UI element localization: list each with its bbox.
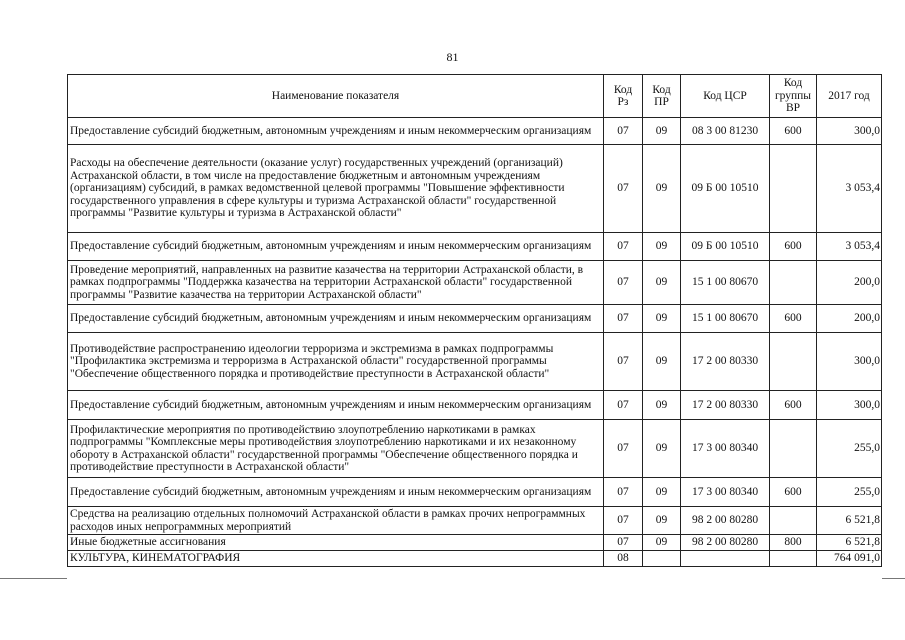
table-row <box>68 507 882 535</box>
row-csr: 17 2 00 80330 <box>681 333 770 391</box>
row-rz: 07 <box>604 261 643 305</box>
row-sum: 3 053,4 <box>817 233 882 261</box>
row-csr: 15 1 00 80670 <box>681 261 770 305</box>
row-rz: 07 <box>604 233 643 261</box>
table-row <box>68 478 882 507</box>
row-vr: 600 <box>770 391 817 420</box>
table-row <box>68 391 882 420</box>
table-row <box>68 551 882 567</box>
header-year: 2017 год <box>817 75 882 118</box>
header-csr: Код ЦСР <box>681 75 770 118</box>
header-pr-line2: ПР <box>654 96 669 108</box>
row-name: Противодействие распространению идеологии терроризма и экстремизма в рамках подпрограммы "Профилактика экстремизма и терроризма в Астраханской области" государственной программы "Обеспечение общественного порядка и противодействие преступности в Астраханской области" <box>68 333 604 391</box>
row-sum: 764 091,0 <box>817 551 882 567</box>
row-csr: 15 1 00 80670 <box>681 305 770 333</box>
table-row <box>68 535 882 551</box>
table-row <box>68 118 882 145</box>
row-rz: 07 <box>604 507 643 535</box>
row-vr: 600 <box>770 478 817 507</box>
scan-cut-line-left <box>0 578 67 579</box>
row-csr: 09 Б 00 10510 <box>681 145 770 233</box>
row-vr <box>770 420 817 478</box>
row-sum: 200,0 <box>817 305 882 333</box>
row-pr: 09 <box>643 233 681 261</box>
row-name: Расходы на обеспечение деятельности (оказание услуг) государственных учреждений (организаций) Астраханской области, в том числе на предоставление бюджетным и автономным учреждениям (организациям) субсидий, в рамках ведомственной целевой программы "Повышение эффективности государственного управления в сфере культуры и туризма Астраханской области" государственной программы "Развитие культуры и туризма в Астраханской области" <box>68 145 604 233</box>
row-pr: 09 <box>643 261 681 305</box>
row-vr: 800 <box>770 535 817 551</box>
row-csr: 08 3 00 81230 <box>681 118 770 145</box>
header-rz <box>604 75 643 118</box>
row-vr <box>770 507 817 535</box>
row-pr: 09 <box>643 391 681 420</box>
row-sum: 255,0 <box>817 478 882 507</box>
header-pr-line1: Код <box>652 83 671 96</box>
row-name: Предоставление субсидий бюджетным, автономным учреждениям и иным некоммерческим организациям <box>68 391 604 420</box>
row-name: Предоставление субсидий бюджетным, автономным учреждениям и иным некоммерческим организациям <box>68 305 604 333</box>
row-pr: 09 <box>643 145 681 233</box>
row-rz: 07 <box>604 333 643 391</box>
row-vr: 600 <box>770 305 817 333</box>
row-csr: 98 2 00 80280 <box>681 535 770 551</box>
header-vr-line1: Код <box>783 77 803 90</box>
row-name: Средства на реализацию отдельных полномочий Астраханской области в рамках прочих непрограммных расходов иных непрограммных мероприятий <box>68 507 604 535</box>
table-row <box>68 233 882 261</box>
header-name: Наименование показателя <box>68 75 604 118</box>
row-csr <box>681 551 770 567</box>
row-pr: 09 <box>643 535 681 551</box>
header-vr-line2: группы <box>774 89 812 102</box>
row-pr: 09 <box>643 333 681 391</box>
row-sum: 6 521,8 <box>817 507 882 535</box>
row-name: Проведение мероприятий, направленных на развитие казачества на территории Астраханской области, в рамках подпрограммы "Поддержка казачества на территории Астраханской области" государственной программы "Развитие казачества на территории Астраханской области" <box>68 261 604 305</box>
table-row <box>68 145 882 233</box>
row-rz: 07 <box>604 535 643 551</box>
budget-table <box>67 74 882 567</box>
header-vr-line3: ВР <box>785 102 801 115</box>
row-pr: 09 <box>643 305 681 333</box>
row-vr <box>770 333 817 391</box>
table-row <box>68 333 882 391</box>
row-pr: 09 <box>643 507 681 535</box>
row-vr <box>770 551 817 567</box>
row-vr <box>770 145 817 233</box>
header-vr <box>770 75 817 118</box>
row-sum: 200,0 <box>817 261 882 305</box>
table-row <box>68 261 882 305</box>
row-vr: 600 <box>770 118 817 145</box>
row-vr <box>770 261 817 305</box>
row-sum: 255,0 <box>817 420 882 478</box>
row-csr: 17 3 00 80340 <box>681 420 770 478</box>
row-csr: 17 3 00 80340 <box>681 478 770 507</box>
row-name: Иные бюджетные ассигнования <box>68 535 604 551</box>
row-rz: 07 <box>604 118 643 145</box>
table-row <box>68 305 882 333</box>
row-pr <box>643 551 681 567</box>
row-rz: 07 <box>604 145 643 233</box>
row-name: Профилактические мероприятия по противодействию злоупотреблению наркотиками в рамках подпрограммы "Комплексные меры противодействия злоупотреблению наркотиками и их незаконному обороту в Астраханской области" государственной программы "Обеспечение общественного порядка и противодействие преступности в Астраханской области" <box>68 420 604 478</box>
row-name: Предоставление субсидий бюджетным, автономным учреждениям и иным некоммерческим организациям <box>68 233 604 261</box>
row-sum: 300,0 <box>817 391 882 420</box>
row-rz: 07 <box>604 391 643 420</box>
scan-cut-line-right <box>882 578 905 579</box>
header-rz-line2: Рз <box>617 96 629 108</box>
row-pr: 09 <box>643 420 681 478</box>
row-pr: 09 <box>643 478 681 507</box>
row-rz: 07 <box>604 478 643 507</box>
row-csr: 98 2 00 80280 <box>681 507 770 535</box>
row-rz: 07 <box>604 420 643 478</box>
row-sum: 300,0 <box>817 333 882 391</box>
row-name: Предоставление субсидий бюджетным, автономным учреждениям и иным некоммерческим организациям <box>68 118 604 145</box>
row-name: Предоставление субсидий бюджетным, автономным учреждениям и иным некоммерческим организациям <box>68 478 604 507</box>
row-csr: 17 2 00 80330 <box>681 391 770 420</box>
row-sum: 3 053,4 <box>817 145 882 233</box>
row-pr: 09 <box>643 118 681 145</box>
row-name: КУЛЬТУРА, КИНЕМАТОГРАФИЯ <box>68 551 604 567</box>
header-row <box>68 75 882 118</box>
row-csr: 09 Б 00 10510 <box>681 233 770 261</box>
row-vr: 600 <box>770 233 817 261</box>
page-number: 81 <box>446 50 459 64</box>
row-sum: 6 521,8 <box>817 535 882 551</box>
row-rz: 08 <box>604 551 643 567</box>
header-pr <box>643 75 681 118</box>
table-row <box>68 420 882 478</box>
row-sum: 300,0 <box>817 118 882 145</box>
row-rz: 07 <box>604 305 643 333</box>
header-rz-line1: Код <box>613 83 633 96</box>
